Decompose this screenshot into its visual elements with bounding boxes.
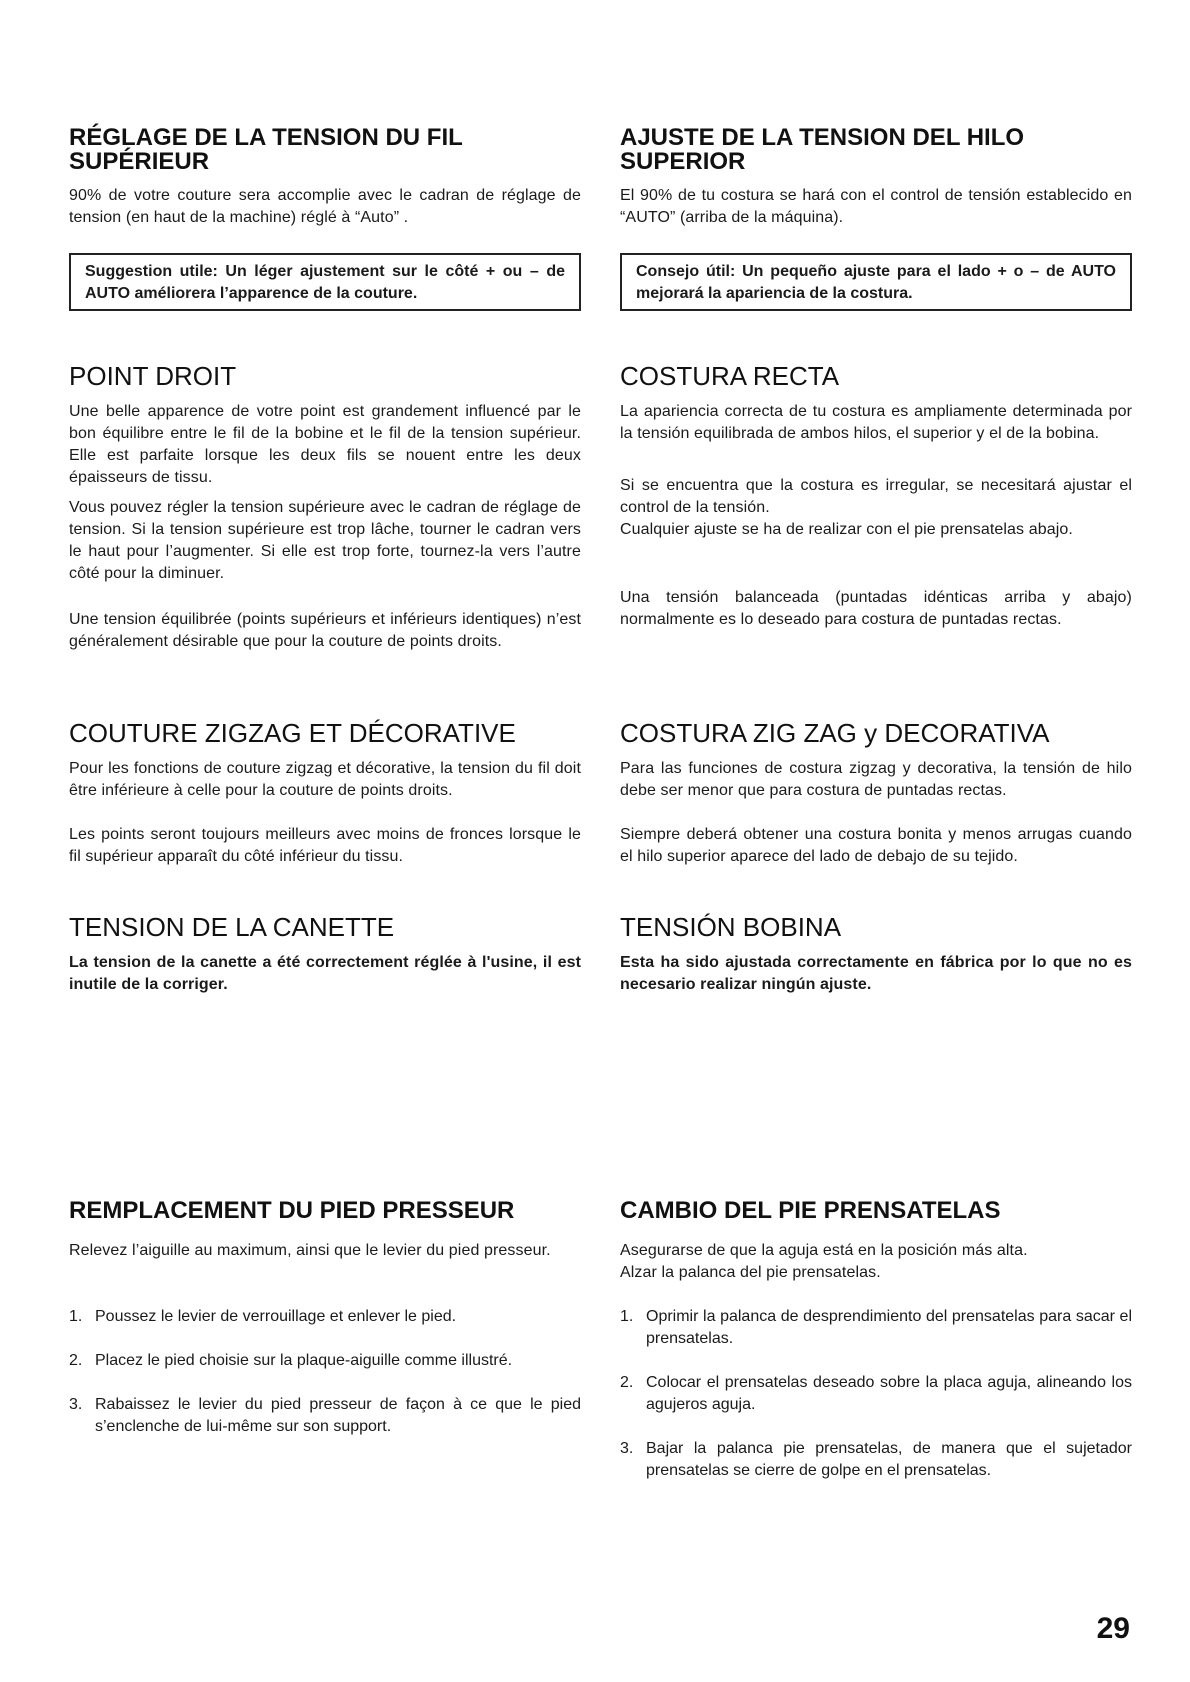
es-step-text: Oprimir la palanca de desprendimiento del prensatelas para sacar el prensatelas.	[646, 1308, 1132, 1347]
es-straight-p2b: Cualquier ajuste se ha de realizar con el pie prensatelas abajo.	[620, 521, 1073, 538]
fr-step-number: 2.	[69, 1352, 83, 1369]
es-foot-step	[620, 1372, 1132, 1416]
fr-step-number: 1.	[69, 1308, 83, 1325]
fr-straight-p1: Une belle apparence de votre point est grandement influencé par le bon équilibre entre le fil de la bobine et le fil de la tension supérieur. Elle est parfaite lorsque les deux fils se nouent entre les deux épaisseurs de tissu.	[69, 403, 581, 486]
es-step-number: 2.	[620, 1374, 634, 1391]
fr-foot-intro: Relevez l’aiguille au maximum, ainsi que le levier du pied presseur.	[69, 1242, 551, 1259]
es-foot-title: CAMBIO DEL PIE PRENSATELAS	[620, 1197, 1001, 1224]
fr-step-text: Rabaissez le levier du pied presseur de façon à ce que le pied s’enclenche de lui-même sur son support.	[95, 1396, 581, 1435]
fr-foot-step	[69, 1306, 581, 1328]
fr-step-text: Placez le pied choisie sur la plaque-aiguille comme illustré.	[95, 1352, 513, 1369]
es-upper-tension-body: El 90% de tu costura se hará con el control de tensión establecido en “AUTO” (arriba de la máquina).	[620, 187, 1132, 226]
fr-straight-p3: Une tension équilibrée (points supérieurs et inférieurs identiques) n’est généralement désirable que pour la couture de points droits.	[69, 611, 581, 650]
es-zigzag-p2: Siempre deberá obtener una costura bonita y menos arrugas cuando el hilo superior aparece del lado de debajo de su tejido.	[620, 826, 1132, 865]
es-upper-tension-title: AJUSTE DE LA TENSION DEL HILO SUPERIOR	[620, 124, 1025, 175]
page-number: 29	[1096, 1612, 1130, 1645]
es-foot-step	[620, 1438, 1132, 1482]
fr-bobbin-body: La tension de la canette a été correctement réglée à l'usine, il est inutile de la corriger.	[69, 954, 581, 993]
es-tip-box: Consejo útil: Un pequeño ajuste para el lado + o – de AUTO mejorará la apariencia de la costura.	[620, 253, 1132, 311]
fr-foot-step	[69, 1350, 581, 1372]
es-step-text: Bajar la palanca pie prensatelas, de manera que el sujetador prensatelas se cierre de golpe en el prensatelas.	[646, 1440, 1132, 1479]
es-zigzag-title: COSTURA ZIG ZAG y DECORATIVA	[620, 718, 1050, 748]
fr-zigzag-p2: Les points seront toujours meilleurs avec moins de fronces lorsque le fil supérieur apparaît du côté inférieur du tissu.	[69, 826, 581, 865]
fr-straight-p2: Vous pouvez régler la tension supérieure avec le cadran de réglage de tension. Si la tension supérieure est trop lâche, tourner le cadran vers le haut pour l’augmenter. Si elle est trop forte, tournez-la vers l’autre côté pour la diminuer.	[69, 499, 581, 582]
fr-upper-tension-title: RÉGLAGE DE LA TENSION DU FIL SUPÉRIEUR	[69, 124, 463, 175]
fr-step-number: 3.	[69, 1396, 83, 1413]
fr-bobbin-title: TENSION DE LA CANETTE	[69, 912, 395, 942]
fr-upper-tension-body: 90% de votre couture sera accomplie avec le cadran de réglage de tension (en haut de la machine) réglé à “Auto” .	[69, 187, 581, 226]
fr-zigzag-title: COUTURE ZIGZAG ET DÉCORATIVE	[69, 718, 516, 748]
fr-foot-title: REMPLACEMENT DU PIED PRESSEUR	[69, 1197, 515, 1224]
es-straight-p1: La apariencia correcta de tu costura es ampliamente determinada por la tensión equilibrada de ambos hilos, el superior y el de la bobina.	[620, 403, 1132, 442]
es-straight-title: COSTURA RECTA	[620, 361, 840, 391]
es-straight-p3: Una tensión balanceada (puntadas idénticas arriba y abajo) normalmente es lo deseado para costura de puntadas rectas.	[620, 589, 1132, 628]
es-bobbin-body: Esta ha sido ajustada correctamente en fábrica por lo que no es necesario realizar ningún ajuste.	[620, 954, 1132, 993]
es-step-number: 3.	[620, 1440, 634, 1457]
fr-zigzag-p1: Pour les fonctions de couture zigzag et décorative, la tension du fil doit être inférieure à celle pour la couture de points droits.	[69, 760, 581, 799]
es-bobbin-title: TENSIÓN BOBINA	[620, 912, 842, 942]
fr-straight-title: POINT DROIT	[69, 361, 237, 391]
es-foot-step	[620, 1306, 1132, 1350]
es-straight-p2a: Si se encuentra que la costura es irregular, se necesitará ajustar el control de la tensión.	[620, 477, 1132, 516]
es-zigzag-p1: Para las funciones de costura zigzag y decorativa, la tensión de hilo debe ser menor que para costura de puntadas rectas.	[620, 760, 1132, 799]
es-foot-intro2: Alzar la palanca del pie prensatelas.	[620, 1264, 881, 1281]
es-step-number: 1.	[620, 1308, 634, 1325]
fr-step-text: Poussez le levier de verrouillage et enlever le pied.	[95, 1308, 457, 1325]
fr-tip-box: Suggestion utile: Un léger ajustement sur le côté + ou – de AUTO améliorera l’apparence de la couture.	[69, 253, 581, 311]
es-foot-intro1: Asegurarse de que la aguja está en la posición más alta.	[620, 1242, 1028, 1259]
fr-foot-step	[69, 1394, 581, 1438]
es-step-text: Colocar el prensatelas deseado sobre la placa aguja, alineando los agujeros aguja.	[646, 1374, 1132, 1413]
